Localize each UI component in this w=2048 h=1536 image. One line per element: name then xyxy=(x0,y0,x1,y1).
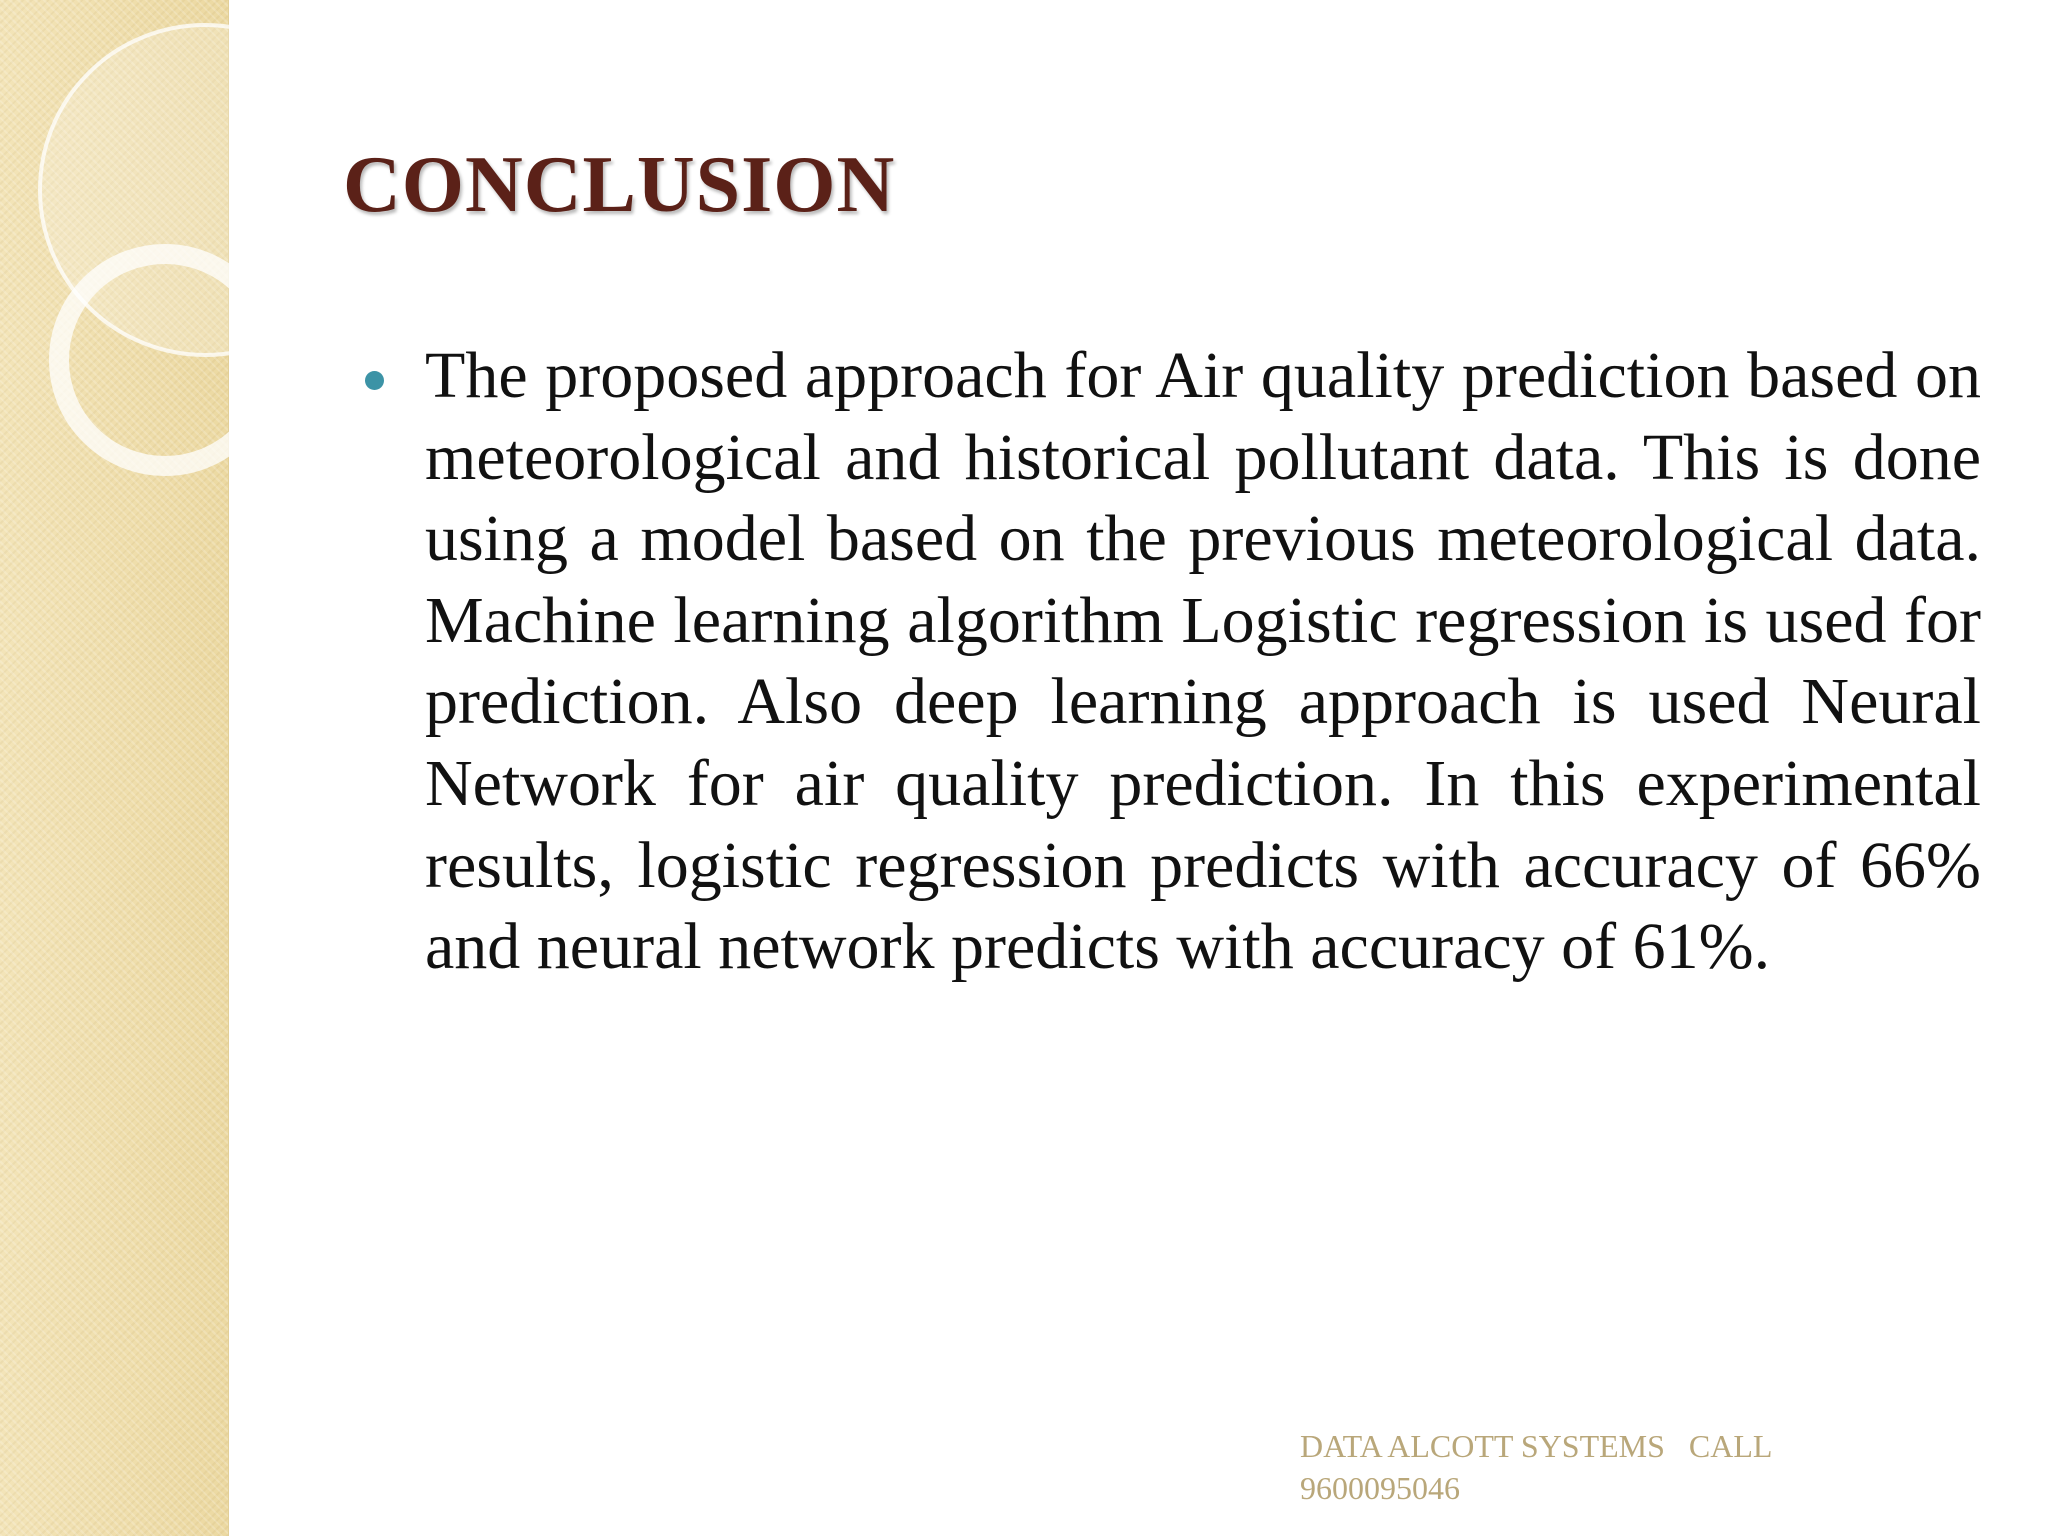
decorative-rings xyxy=(0,0,240,500)
bullet-text: The proposed approach for Air quality prediction based on meteorological and historical pollutant data. This is done using a model based on the previous meteorological data. Machine learning algorithm Logistic regression is used for prediction. Also deep learning approach is used Neural Network for air quality prediction. In this experimental results, logistic regression predicts with accuracy of 66% and neural network predicts with accuracy of 61%. xyxy=(425,339,1981,984)
footer-contact: DATA ALCOTT SYSTEMS CALL 9600095046 xyxy=(1300,1428,1773,1506)
bullet-item xyxy=(361,335,1981,988)
bullet-dot-icon xyxy=(365,371,384,390)
slide-title: CONCLUSION xyxy=(343,141,896,229)
bullet-list xyxy=(361,335,1981,988)
